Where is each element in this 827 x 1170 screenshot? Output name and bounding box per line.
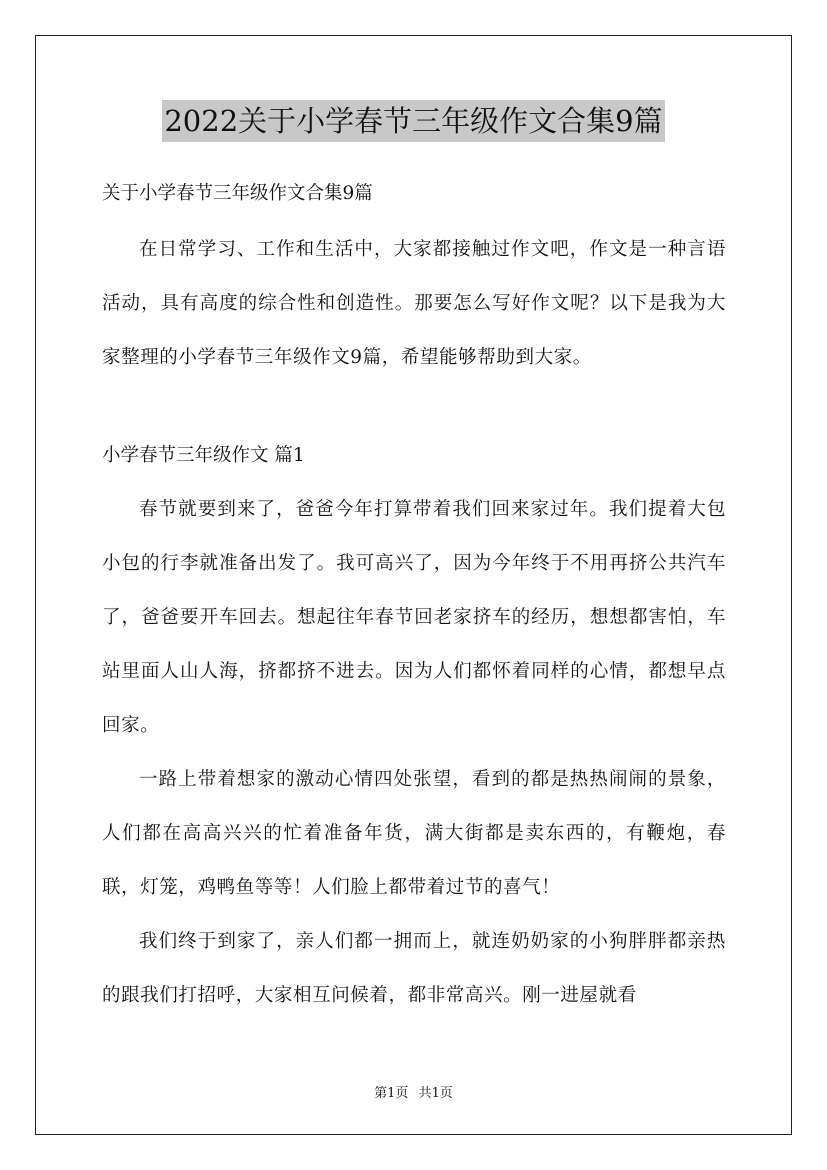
- document-body: [102, 172, 726, 1023]
- section-heading: 小学春节三年级作文 篇1: [102, 445, 305, 466]
- body-paragraph: 春节就要到来了，爸爸今年打算带着我们回来家过年。我们提着大包小包的行李就准备出发了。我可高兴了，因为今年终于不用再挤公共汽车了，爸爸要开车回去。想起往年春节回老家挤车的经历，想想都害怕，车站里面人山人海，挤都挤不进去。因为人们都怀着同样的心情，都想早点回家。: [102, 499, 726, 736]
- intro-paragraph: 在日常学习、工作和生活中，大家都接触过作文吧，作文是一种言语活动，具有高度的综合性和创造性。那要怎么写好作文呢？以下是我为大家整理的小学春节三年级作文9篇，希望能够帮助到大家。: [102, 239, 726, 368]
- page-footer: [0, 1082, 827, 1101]
- document-title: 2022关于小学春节三年级作文合集9篇: [162, 100, 664, 142]
- page-count: 共1页: [418, 1086, 453, 1101]
- page-number: 第1页: [374, 1086, 409, 1101]
- body-paragraph: 一路上带着想家的激动心情四处张望，看到的都是热热闹闹的景象，人们都在高高兴兴的忙着准备年货，满大街都是卖东西的，有鞭炮，春联，灯笼，鸡鸭鱼等等！人们脸上都带着过节的喜气！: [102, 769, 726, 898]
- title-container: [0, 100, 827, 142]
- document-subtitle: 关于小学春节三年级作文合集9篇: [102, 183, 373, 204]
- body-paragraph: 我们终于到家了，亲人们都一拥而上，就连奶奶家的小狗胖胖都亲热的跟我们打招呼，大家相互问候着，都非常高兴。刚一进屋就看: [102, 931, 726, 1006]
